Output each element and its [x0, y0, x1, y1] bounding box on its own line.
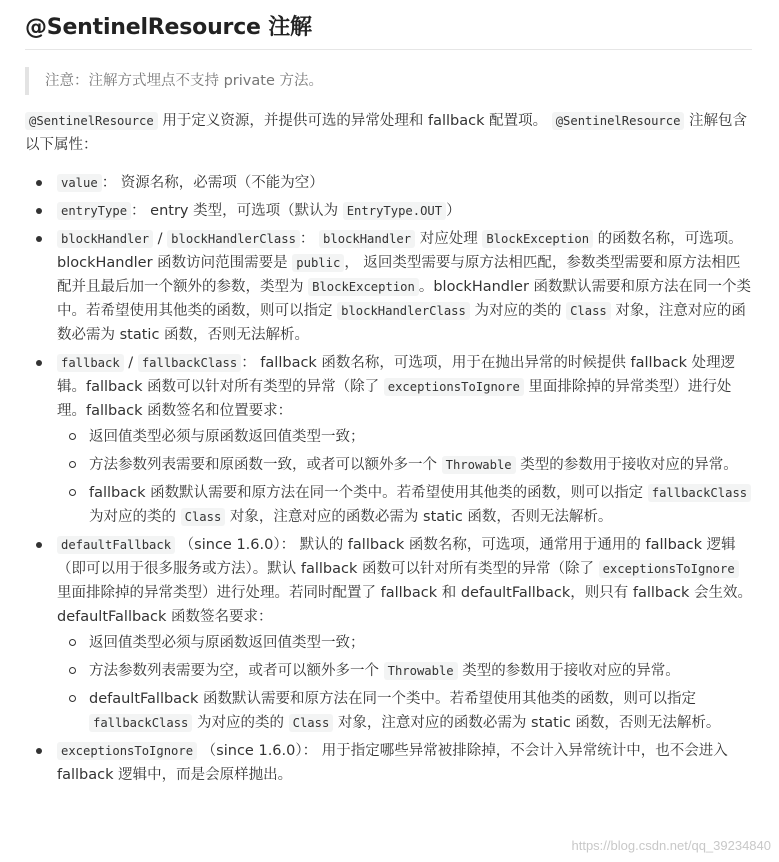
- inline-code: public: [292, 254, 344, 272]
- attribute-item-fallback: [57, 351, 752, 529]
- inline-code: blockHandler: [319, 230, 415, 248]
- item-text: ： fallback 函数名称，可选项，用于在抛出异常的时候提供 fallback 处理逻辑。fallback 函数可以针对所有类型的异常（除了: [57, 355, 736, 395]
- item-text: 返回值类型必须与原函数返回值类型一致；: [89, 635, 365, 651]
- page-title: @SentinelResource 注解: [25, 0, 752, 50]
- fallback-requirements-list: [57, 425, 752, 529]
- attribute-item-default-fallback: [57, 533, 752, 735]
- requirement-item: [89, 425, 752, 449]
- item-text: 里面排除掉的异常类型）进行处理。若同时配置了 fallback 和 defaultFallback，则只有 fallback 会生效。defaultFallback 函数签名要求：: [57, 585, 752, 625]
- inline-code: blockHandler: [57, 230, 153, 248]
- item-text: 为对应的类的: [469, 303, 567, 319]
- inline-code: Class: [181, 508, 226, 526]
- inline-code: Class: [566, 302, 611, 320]
- watermark: https://blog.csdn.net/qq_39234840: [571, 838, 771, 853]
- inline-code: fallbackClass: [648, 484, 751, 502]
- attribute-item-exceptions-to-ignore: [57, 739, 752, 787]
- item-text: 类型的参数用于接收对应的异常。: [457, 663, 680, 679]
- item-text: /: [153, 231, 168, 247]
- item-text: 。blockHandler 函数默认需要和原方法在同一个类中。若希望使用其他类的函数，则可以指定: [57, 279, 752, 319]
- item-text: fallback 函数默认需要和原方法在同一个类中。若希望使用其他类的函数，则可以指定: [89, 485, 648, 501]
- attribute-item-value: [57, 171, 752, 195]
- inline-code: blockHandlerClass: [337, 302, 470, 320]
- inline-code: entryType: [57, 202, 131, 220]
- intro-text: 注解包含以下属性：: [25, 113, 748, 153]
- inline-code: fallbackClass: [138, 354, 241, 372]
- requirement-item: [89, 453, 752, 477]
- item-text: 的函数名称，可选项。blockHandler 函数访问范围需要是: [57, 231, 743, 271]
- inline-code: defaultFallback: [57, 536, 175, 554]
- inline-code: exceptionsToIgnore: [384, 378, 524, 396]
- default-fallback-requirements-list: [57, 631, 752, 735]
- item-text: 返回值类型必须与原函数返回值类型一致；: [89, 429, 365, 445]
- item-text: ：: [299, 231, 320, 247]
- inline-code: BlockException: [482, 230, 593, 248]
- item-text: 方法参数列表需要和原函数一致，或者可以额外多一个: [89, 457, 442, 473]
- item-text: （since 1.6.0）： 默认的 fallback 函数名称，可选项，通常用于通用的 fallback 逻辑（即可以用于很多服务或方法）。默认 fallback 函数可以针对所有类型的异常（除了: [57, 537, 736, 577]
- item-text: （since 1.6.0）： 用于指定哪些异常被排除掉，不会计入异常统计中，也不会进入 fallback 逻辑中，而是会原样抛出。: [57, 743, 728, 783]
- inline-code: fallback: [57, 354, 124, 372]
- item-text: 为对应的类的: [89, 509, 181, 525]
- inline-code: @SentinelResource: [552, 112, 685, 130]
- item-text: 对应处理: [415, 231, 483, 247]
- item-text: ）: [446, 203, 461, 219]
- inline-code: Throwable: [384, 662, 458, 680]
- requirement-item: [89, 659, 752, 683]
- intro-text: 用于定义资源，并提供可选的异常处理和 fallback 配置项。: [157, 113, 552, 129]
- inline-code: Class: [289, 714, 334, 732]
- article: [25, 0, 752, 791]
- inline-code: @SentinelResource: [25, 112, 158, 130]
- item-text: 方法参数列表需要为空，或者可以额外多一个: [89, 663, 384, 679]
- item-text: 对象，注意对应的函数必需为 static 函数，否则无法解析。: [225, 509, 613, 525]
- item-text: ： entry 类型，可选项（默认为: [131, 203, 343, 219]
- attribute-item-block-handler: [57, 227, 752, 347]
- attribute-item-entry-type: [57, 199, 752, 223]
- inline-code: BlockException: [308, 278, 419, 296]
- note-blockquote: 注意：注解方式埋点不支持 private 方法。: [25, 67, 752, 95]
- item-text: 对象，注意对应的函数必需为 static 函数，否则无法解析。: [57, 303, 746, 343]
- item-text: 对象，注意对应的函数必需为 static 函数，否则无法解析。: [333, 715, 721, 731]
- item-text: 里面排除掉的异常类型）进行处理。fallback 函数签名和位置要求：: [57, 379, 732, 419]
- item-text: ： 资源名称，必需项（不能为空）: [101, 175, 324, 191]
- item-text: ， 返回类型需要与原方法相匹配，参数类型需要和原方法相匹配并且最后加一个额外的参数，类型为: [57, 255, 741, 295]
- inline-code: value: [57, 174, 102, 192]
- intro-paragraph: [25, 109, 752, 157]
- inline-code: exceptionsToIgnore: [57, 742, 197, 760]
- inline-code: blockHandlerClass: [167, 230, 300, 248]
- inline-code: Throwable: [442, 456, 516, 474]
- inline-code: EntryType.OUT: [343, 202, 446, 220]
- item-text: /: [123, 355, 138, 371]
- requirement-item: [89, 687, 752, 735]
- attribute-list: [25, 171, 752, 787]
- inline-code: exceptionsToIgnore: [599, 560, 739, 578]
- inline-code: fallbackClass: [89, 714, 192, 732]
- item-text: 为对应的类的: [192, 715, 289, 731]
- item-text: 类型的参数用于接收对应的异常。: [515, 457, 738, 473]
- requirement-item: [89, 631, 752, 655]
- item-text: defaultFallback 函数默认需要和原方法在同一个类中。若希望使用其他类的函数，则可以指定: [89, 691, 697, 707]
- requirement-item: [89, 481, 752, 529]
